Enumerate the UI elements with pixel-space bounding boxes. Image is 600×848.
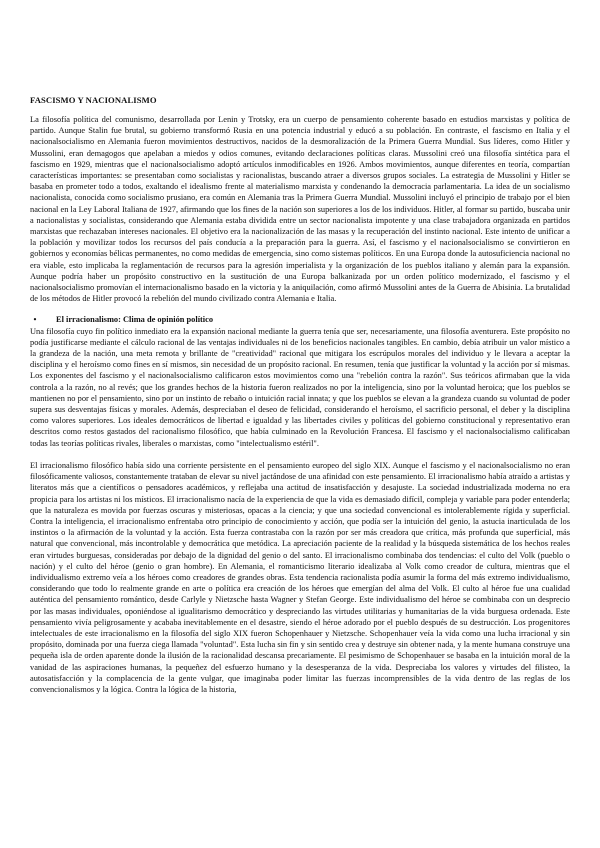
section-heading xyxy=(30,314,570,325)
paragraph-intro: La filosofía política del comunismo, desarrollada por Lenin y Trotsky, era un cuerpo de pensamiento coherente basado en estudios marxistas y política de partido. Aunque Stalin fue brutal, su gobierno transformó Rusia en una potencia industrial y educó a su población. En contraste, el fascismo en Italia y el nacionalsocialismo en Alemania fueron movimientos destructivos, nacidos de la desmoralización de la Primera Guerra Mundial. Sus líderes, como Hitler y Mussolini, eran demagogos que apelaban a miedos y odios comunes, evitando declaraciones políticas claras. Mussolini creó una filosofía sintética para el fascismo en 1929, mientras que el nacionalsocialismo adoptó artículos inmodificables en 1926. Ambos movimientos, aunque diferentes en teoría, compartían características importantes: se presentaban como socialistas y racionalistas, buscando atraer a diversos grupos sociales. La estrategia de Mussolini y Hitler se basaba en prometer todo a todos, exaltando el idealismo frente al materialismo marxista y condenando la democracia parlamentaria. La idea de un socialismo nacionalista, conocida como socialismo prusiano, era común en Alemania tras la Primera Guerra Mundial. Mussolini incluyó el principio de trabajo por el bien nacional en la Ley Laboral Italiana de 1927, afirmando que los fines de la nación son superiores a los de los individuos. Hitler, al formar su partido, buscaba unir a nacionalistas y socialistas, considerando que Alemania estaba dividida entre un sector nacionalista impotente y una clase trabajadora organizada en partidos marxistas que rechazaban intereses nacionales. El objetivo era la nacionalización de las masas y la recuperación del instinto nacional. Este intento de unificar a la población y movilizar todos los recursos del país conducía a la preparación para la guerra. Así, el fascismo y el nacionalsocialismo se convirtieron en gobiernos y economías bélicas permanentes, no como medidas de emergencia, sino como sistemas políticos. En una Europa donde la autosuficiencia nacional no era viable, esto implicaba la reglamentación de recursos para la agresión imperialista y la organización de los pueblos italiano y alemán para la expansión. Aunque podría haber un propósito constructivo en la sustitución de una Europa balkanizada por un orden político modernizado, el fascismo y el nacionalsocialismo promovían el internacionalismo basado en la victoria y la aniquilación, como afirmó Mussolini antes de la Guerra de Abisinia. La brutalidad de los métodos de Hitler provocó la rebelión del mundo civilizado contra Alemania e Italia. xyxy=(30,115,570,304)
document-title: FASCISMO Y NACIONALISMO xyxy=(30,95,157,105)
paragraph-irracionalismo: Una filosofía cuyo fin político inmediato era la expansión nacional mediante la guerra tenía que ser, necesariamente, una filosofía aventurera. Este propósito no podía justificarse mediante el cálculo racional de las ventajas individuales ni de los beneficios nacionales tangibles. En cambio, debía atribuir un valor místico a la grandeza de la nación, una meta remota y brillante de "creatividad" racional que mitigara los escrúpulos morales del individuo y le llevara a aceptar la disciplina y el heroísmo como fines en sí mismos, sin necesidad de un propósito racional. En resumen, tenía que justificar la voluntad y la acción por sí mismas. Los exponentes del fascismo y el nacionalsocialismo calificaron estos movimientos como una "rebelión contra la razón". Sus teóricos afirmaban que la vida controla a la razón, no al revés; que los grandes hechos de la historia fueron realizados no por la inteligencia, sino por la voluntad heroica; que los pueblos se mantienen no por el pensamiento, sino por un instinto de rebaño o intuición racial innata; y que los pueblos se elevan a la grandeza cuando su voluntad de poder supera sus desventajas físicas y morales. Además, despreciaban el deseo de felicidad, considerando el heroísmo, el sacrificio personal, el deber y la disciplina como valores superiores. Los ideales democráticos de libertad e igualdad y las libertades civiles y políticas del gobierno constitucional y representativo eran descritos como restos gastados del racionalismo filosófico, que había culminado en la Revolución Francesa. El fascismo y el nacionalsocialismo calificaban todas las teorías políticas rivales, liberales o marxistas, como "intelectualismo estéril". xyxy=(30,326,570,448)
section-irracionalismo xyxy=(30,314,570,448)
paragraph-filosofico: El irracionalismo filosófico había sido una corriente persistente en el pensamiento europeo del siglo XIX. Aunque el fascismo y el nacionalsocialismo no eran filosóficamente valiosos, constantemente trataban de elevar su nivel jactándose de una afinidad con este pensamiento. El irracionalismo había atraído a artistas y literatos más que a científicos o pensadores académicos, y reflejaba una actitud de insatisfacción y desajuste. La sociedad industrializada moderna no era propicia para los artistas ni los místicos. El irracionalismo nacía de la experiencia de que la vida es demasiado difícil, compleja y variable para poder entenderla; que la naturaleza es movida por fuerzas oscuras y misteriosas, opacas a la ciencia; y que una sociedad convencional es intolerablemente rígida y superficial. Contra la inteligencia, el irracionalismo enfrentaba otro principio de conocimiento y acción, que podía ser la intuición del genio, la astucia inarticulada de los instintos o la afirmación de la voluntad y la acción. Esta fuerza contrastaba con la razón por ser más creadora que crítica, más profunda que superficial, más natural que convencional, más incontrolable y democrática que metódica. La apreciación paciente de la realidad y la búsqueda sistemática de los hechos reales eran virtudes burguesas, consideradas por debajo de la dignidad del genio o del santo. El irracionalismo combinaba dos tendencias: el culto del Volk (pueblo o nación) y el culto del héroe (genio o gran hombre). En Alemania, el romanticismo literario idealizaba al Volk como creador de cultura, mientras que el individualismo extremo veía a los héroes como creadores de grandes obras. Esta tendencia racionalista podía asumir la forma del más extremo individualismo, considerando que todo lo realmente grande en arte o política era creación de los héroes que emergían del alma del Volk. El culto al héroe fue una cualidad auténtica del pensamiento romántico, desde Carlyle y Nietzsche hasta Wagner y Stefan George. Este individualismo del héroe se combinaba con un desprecio por las masas individuales, oponiéndose al igualitarismo democrático y despreciando las virtudes utilitarias y humanitarias de la vida burguesa ordenada. Este pensamiento vivía peligrosamente y acababa inevitablemente en el desastre, siendo el héroe adorado por el pueblo después de su destrucción. Los progenitores intelectuales de este irracionalismo en la filosofía del siglo XIX fueron Schopenhauer y Nietzsche. Schopenhauer veía la vida como una lucha irracional y sin propósito, dominada por una fuerza ciega llamada "voluntad". Esta lucha sin fin y sin sentido crea y destruye sin obtener nada, y la mente humana construye una pequeña isla de orden aparente donde la ilusión de la racionalidad descansa precariamente. El pesimismo de Schopenhauer se basaba en la intuición moral de la vanidad de las aspiraciones humanas, la pequeñez del esfuerzo humano y la desesperanza de la vida. Despreciaba los valores y virtudes del filisteo, la autosatisfacción y la complacencia de la gente vulgar, que imaginaba poder limitar las fuerzas incomprensibles de la vida dentro de las reglas de los convencionalismos y la lógica. Contra la lógica de la historia, xyxy=(30,460,570,694)
section-title: El irracionalismo: Clima de opinión político xyxy=(56,315,214,325)
paragraph-spacer xyxy=(30,449,570,460)
bullet-icon: • xyxy=(33,315,37,325)
